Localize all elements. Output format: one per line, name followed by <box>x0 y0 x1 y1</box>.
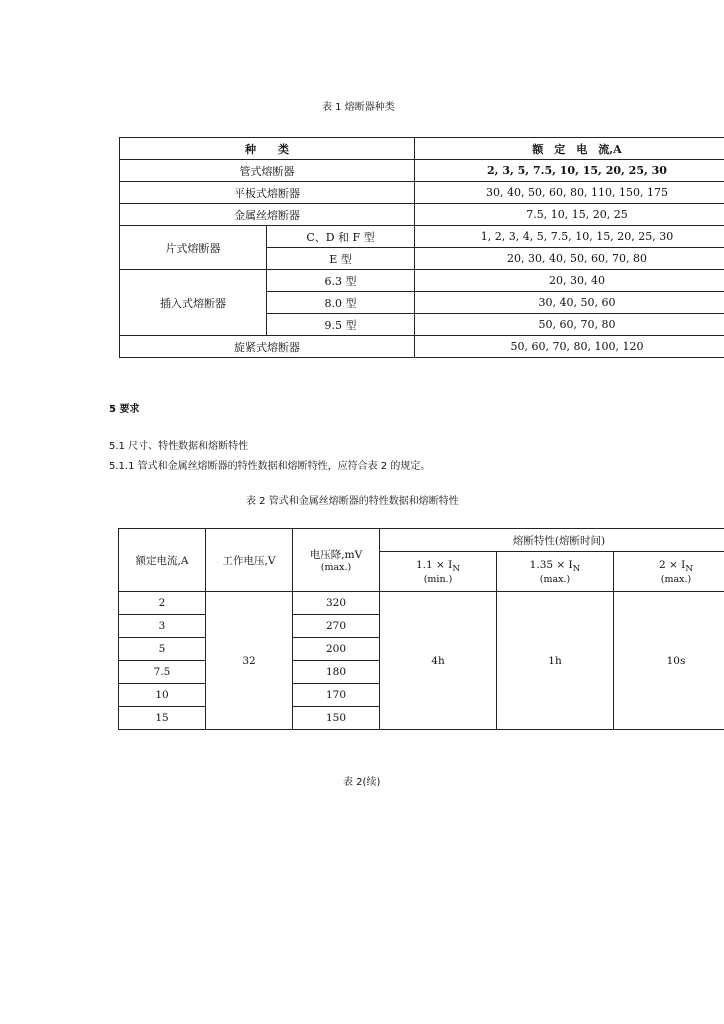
row-subtype: E 型 <box>267 248 415 270</box>
subsection-5-1-1: 5.1.1 管式和金属丝熔断器的特性数据和熔断特性，应符合表 2 的规定。 <box>109 461 431 472</box>
table-row <box>120 160 724 182</box>
header-rated-current: 额定电流,A <box>119 529 206 592</box>
fuse-characteristics-table <box>118 528 724 730</box>
row-values: 50, 60, 70, 80, 100, 120 <box>415 336 724 358</box>
table-row <box>120 182 724 204</box>
header-col-2 <box>614 552 724 592</box>
row-values: 20, 30, 40 <box>415 270 724 292</box>
col-1-35-label: 1.35 × I <box>529 558 573 571</box>
header-voltage-drop <box>293 529 380 592</box>
row-subtype: 8.0 型 <box>267 292 415 314</box>
col-1-1-label: 1.1 × I <box>416 558 453 571</box>
table1-caption: 表 1 熔断器种类 <box>322 102 395 113</box>
row-label: 管式熔断器 <box>120 160 415 182</box>
header-fuse-characteristic: 熔断特性(熔断时间) <box>380 529 724 552</box>
drop-cell: 200 <box>293 638 380 661</box>
row-subtype: C、D 和 F 型 <box>267 226 415 248</box>
voltage-drop-sub: (max.) <box>320 562 352 573</box>
col-1-35-sub: (max.) <box>539 573 571 585</box>
row-subtype: 6.3 型 <box>267 270 415 292</box>
table-row <box>120 204 724 226</box>
drop-cell: 170 <box>293 684 380 707</box>
rated-cell: 3 <box>119 615 206 638</box>
row-values: 50, 60, 70, 80 <box>415 314 724 336</box>
row-values: 20, 30, 40, 50, 60, 70, 80 <box>415 248 724 270</box>
row-label: 旋紧式熔断器 <box>120 336 415 358</box>
time-cell-1-1: 4h <box>380 592 497 730</box>
header-current: 额 定 电 流,A <box>415 138 724 160</box>
table-row <box>119 592 724 615</box>
table-row <box>120 270 724 292</box>
subsection-5-1: 5.1 尺寸、特性数据和熔断特性 <box>109 441 249 452</box>
rated-cell: 7.5 <box>119 661 206 684</box>
voltage-cell: 32 <box>206 592 293 730</box>
row-label: 片式熔断器 <box>120 226 267 270</box>
voltage-drop-label: 电压降,mV <box>309 549 363 561</box>
col-2-label: 2 × I <box>659 558 686 571</box>
col-1-35-subscript: N <box>572 563 581 574</box>
fuse-types-table <box>119 137 724 358</box>
table-header-row <box>119 529 724 552</box>
row-values: 30, 40, 50, 60 <box>415 292 724 314</box>
rated-cell: 15 <box>119 707 206 730</box>
drop-cell: 270 <box>293 615 380 638</box>
row-label: 金属丝熔断器 <box>120 204 415 226</box>
col-2-subscript: N <box>685 563 693 574</box>
row-values: 1, 2, 3, 4, 5, 7.5, 10, 15, 20, 25, 30 <box>415 226 724 248</box>
row-values: 2, 3, 5, 7.5, 10, 15, 20, 25, 30 <box>415 160 724 182</box>
section-heading: 5 要求 <box>109 404 140 415</box>
drop-cell: 180 <box>293 661 380 684</box>
col-1-1-subscript: N <box>452 563 460 574</box>
rated-cell: 5 <box>119 638 206 661</box>
rated-cell: 2 <box>119 592 206 615</box>
time-cell-1-35: 1h <box>497 592 614 730</box>
time-cell-2: 10s <box>614 592 724 730</box>
header-working-voltage: 工作电压,V <box>206 529 293 592</box>
header-col-1-1 <box>380 552 497 592</box>
row-values: 30, 40, 50, 60, 80, 110, 150, 175 <box>415 182 724 204</box>
drop-cell: 150 <box>293 707 380 730</box>
header-kind: 种 类 <box>120 138 415 160</box>
rated-cell: 10 <box>119 684 206 707</box>
table-header-row <box>120 138 724 160</box>
header-col-1-35 <box>497 552 614 592</box>
table2-caption: 表 2 管式和金属丝熔断器的特性数据和熔断特性 <box>246 496 459 507</box>
table-row <box>120 226 724 248</box>
row-label: 平板式熔断器 <box>120 182 415 204</box>
row-subtype: 9.5 型 <box>267 314 415 336</box>
col-2-sub: (max.) <box>660 573 692 585</box>
table2-continued-caption: 表 2(续) <box>343 777 381 788</box>
col-1-1-sub: (min.) <box>423 573 453 585</box>
drop-cell: 320 <box>293 592 380 615</box>
table-row <box>120 336 724 358</box>
row-values: 7.5, 10, 15, 20, 25 <box>415 204 724 226</box>
row-label: 插入式熔断器 <box>120 270 267 336</box>
